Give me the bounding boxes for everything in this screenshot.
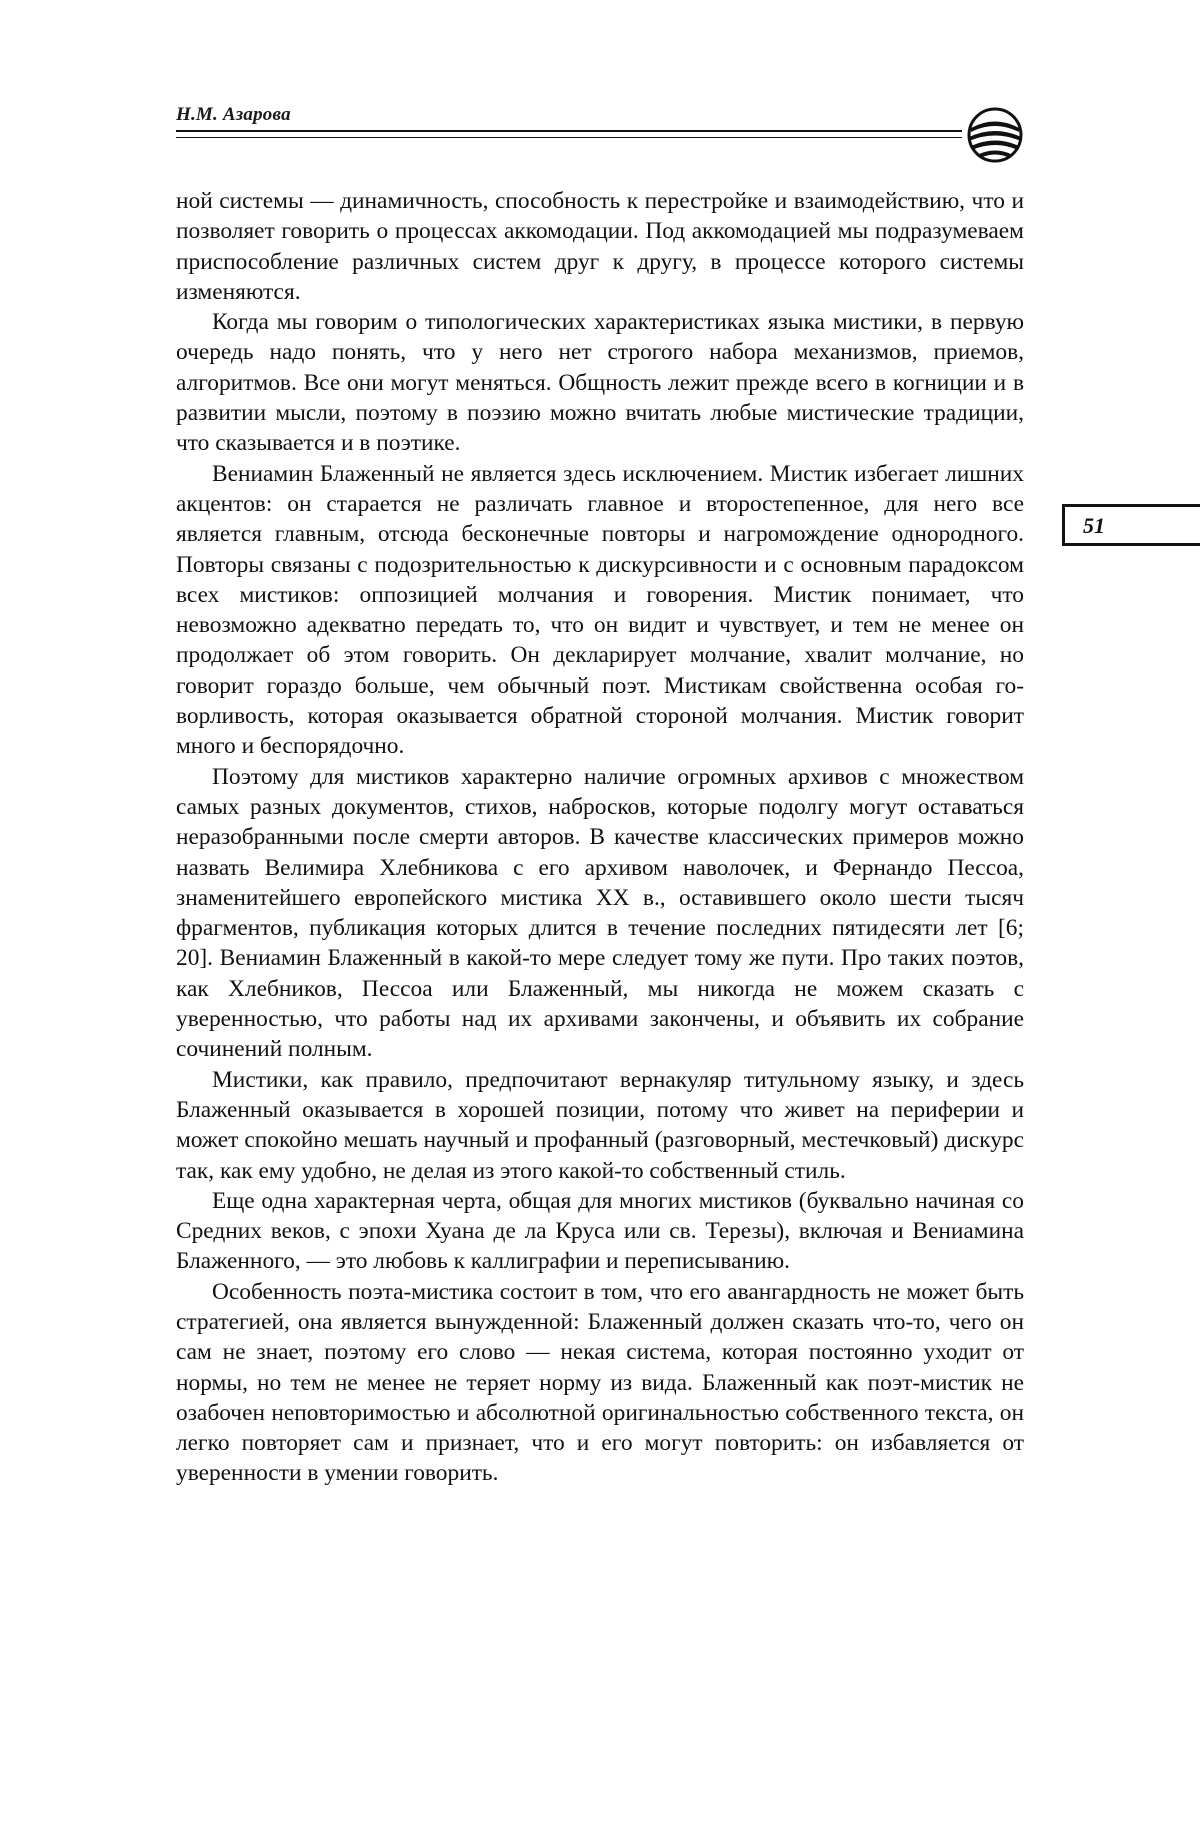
paragraph: ной системы — динамичность, способность к перестройке и взаимодействию, что и позволяет говорить о процессах аккомодации. Под аккомодацией мы подразумеваем приспособление различных систем друг к другу, в процессе которого системы изменяются. bbox=[176, 188, 1024, 305]
paragraph: Еще одна характерная черта, общая для многих мистиков (буквально начиная со Средних веков, с эпохи Хуана де ла Круса или св. Терезы), включая и Вениамина Блаженного, — это любовь к каллиграфии и переписыванию. bbox=[176, 1187, 1024, 1275]
paragraph: Мистики, как правило, предпочитают вернакуляр титульному языку, и здесь Блаженный оказывается в хорошей позиции, потому что живет на периферии и может спокойно мешать научный и профанный (разговорный, местечковый) дискурс так, как ему удобно, не делая из этого какой-то собственный стиль. bbox=[176, 1066, 1024, 1184]
paragraph: Вениамин Блаженный не является здесь исключением. Мистик избегает лишних акцентов: он старается не различать главное и второстепенное, для него все является главным, отсюда бесконечные повторы и нагромождение однородного. Повторы связаны с подозрительностью к дискурсивности и с основным парадоксом всех мистиков: оппозицией молчания и говорения. Мистик понимает, что невозможно адекватно передать то, что он видит и чувствует, и тем не менее он продолжает об этом говорить. Он декларирует молчание, хвалит молчание, но говорит гораздо больше, чем обычный поэт. Мистикам свойственна особая говорливость, которая оказывается обратной стороной молчания. Мистик говорит много и беспорядочно. bbox=[176, 460, 1024, 760]
publisher-logo-icon bbox=[965, 105, 1025, 165]
paragraph: Особенность поэта-мистика состоит в том, что его авангардность не может быть стратегией, она является вынужденной: Блаженный должен сказать что-то, чего он сам не знает, поэтому его слово — некая система, которая постоянно уходит от нормы, но тем не менее не теряет норму из вида. Блаженный как поэт-мистик не озабочен неповторимостью и абсолютной оригинальностью собственного текста, он легко повторяет сам и признает, что и его могут повторить: он избавляется от уверенности в умении говорить. bbox=[176, 1278, 1024, 1487]
page-number: 51 bbox=[1083, 513, 1105, 538]
running-head-author: Н.М. Азарова bbox=[176, 104, 291, 125]
paragraph: Когда мы говорим о типологических характеристиках языка мистики, в первую очередь надо понять, что у него нет строгого набора механизмов, приемов, алгоритмов. Все они могут меняться. Общность лежит прежде всего в когниции и в развитии мысли, поэтому в поэзию можно вчитать любые мистические традиции, что сказывается и в поэтике. bbox=[176, 309, 1024, 457]
page-number-tab bbox=[1062, 504, 1200, 546]
header-rule bbox=[176, 130, 962, 138]
paragraph: Поэтому для мистиков характерно наличие огромных архивов с множеством самых разных документов, стихов, набросков, которые подолгу могут оставаться неразобранными после смерти авторов. В качестве классических примеров можно назвать Велимира Хлебникова с его архивом наволочек, и Фернандо Пессоа, знаменитейшего европейского мистика XX в., оставившего около шести тысяч фрагментов, публикация которых длится в течение последних пятидесяти лет [6; 20]. Вениамин Блаженный в какой-то мере следует тому же пути. Про таких поэтов, как Хлебников, Пессоа или Блаженный, мы никогда не можем сказать с уверенностью, что работы над их архивами закончены, и объявить их собрание сочинений полным. bbox=[176, 763, 1024, 1063]
body-text bbox=[176, 186, 1024, 1489]
